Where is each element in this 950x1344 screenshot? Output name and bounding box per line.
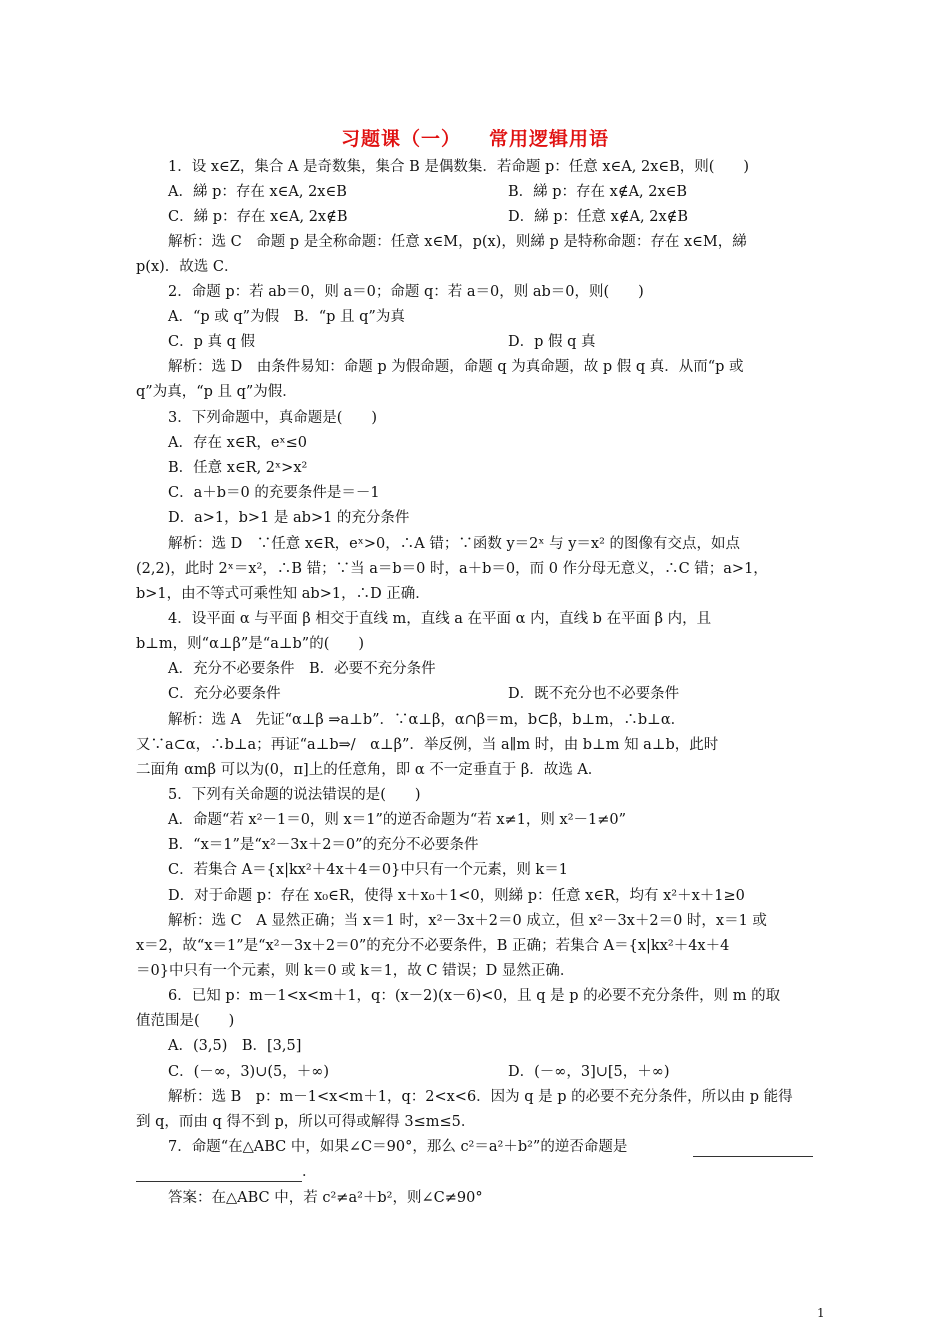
- option-a: A．命题“若 x²－1＝0，则 x＝1”的逆否命题为“若 x≠1，则 x²－1≠0”: [168, 812, 627, 828]
- solution-line: p(x)．故选 C．: [136, 259, 239, 275]
- solution-line: q”为真，“p 且 q”为假．: [136, 384, 297, 400]
- question-4-stem: b⊥m，则“α⊥β”是“a⊥b”的( ): [136, 636, 365, 652]
- option-c: C．(－∞，3)∪(5，＋∞): [168, 1064, 329, 1080]
- option-a: A．存在 x∈R，eˣ≤0: [168, 435, 308, 451]
- answer-line: 答案：在△ABC 中，若 c²≠a²＋b²，则∠C≠90°: [168, 1190, 483, 1206]
- page-title: 习题课（一） 常用逻辑用语: [340, 128, 610, 150]
- question-3-stem: 3．下列命题中，真命题是( ): [168, 410, 378, 426]
- solution-line: 二面角 αmβ 可以为(0，π]上的任意角，即 α 不一定垂直于 β．故选 A．: [136, 762, 603, 778]
- option-b: B．“x＝1”是“x²－3x＋2＝0”的充分不必要条件: [168, 837, 479, 853]
- solution-line: ＝0}中只有一个元素，则 k＝0 或 k＝1，故 C 错误；D 显然正确．: [136, 963, 575, 979]
- solution-line: (2,2)，此时 2ˣ＝x²，∴B 错；∵当 a＝b＝0 时，a＋b＝0，而 0 作分母无意义，∴C 错；a>1，: [136, 561, 768, 577]
- option-ab: A．(3,5) B．[3,5]: [168, 1038, 302, 1054]
- option-ab: A．“p 或 q”为假 B．“p 且 q”为真: [168, 309, 405, 325]
- solution-line: 解析：选 B p：m－1<x<m＋1，q：2<x<6．因为 q 是 p 的必要不充分条件，所以由 p 能得: [168, 1089, 793, 1105]
- solution-line: 解析：选 C A 显然正确；当 x＝1 时，x²－3x＋2＝0 成立，但 x²－3x＋2＝0 时，x＝1 或: [168, 913, 767, 929]
- option-d: D．a>1，b>1 是 ab>1 的充分条件: [168, 510, 410, 526]
- solution-line: 解析：选 A 先证“α⊥β ⇒a⊥b”．∵α⊥β，α∩β＝m，b⊂β，b⊥m，∴b⊥α．: [168, 712, 686, 728]
- question-2-stem: 2．命题 p：若 ab＝0，则 a＝0；命题 q：若 a＝0，则 ab＝0，则( ): [168, 284, 644, 300]
- option-c: C．充分必要条件: [168, 686, 281, 702]
- question-5-stem: 5．下列有关命题的说法错误的是( ): [168, 787, 421, 803]
- solution-line: 解析：选 C 命题 p 是全称命题：任意 x∈M，p(x)，则綈 p 是特称命题：存在 x∈M，綈: [168, 234, 747, 250]
- option-d: D．綈 p：任意 x∉A, 2x∉B: [508, 209, 689, 225]
- question-7-stem: 7．命题“在△ABC 中，如果∠C＝90°，那么 c²＝a²＋b²”的逆否命题是: [168, 1139, 628, 1155]
- answer-blank: [693, 1156, 813, 1157]
- solution-line: 解析：选 D 由条件易知：命题 p 为假命题，命题 q 为真命题，故 p 假 q 真．从而“p 或: [168, 359, 744, 375]
- answer-blank: [136, 1181, 302, 1182]
- option-a: A．綈 p：存在 x∈A, 2x∈B: [168, 184, 347, 200]
- solution-line: 到 q，而由 q 得不到 p，所以可得或解得 3≤m≤5．: [136, 1114, 476, 1130]
- question-1-stem: 1．设 x∈Z，集合 A 是奇数集，集合 B 是偶数集．若命题 p：任意 x∈A, 2x∈B，则( ): [168, 159, 750, 175]
- option-c: C．p 真 q 假: [168, 334, 255, 350]
- option-ab: A．充分不必要条件 B．必要不充分条件: [168, 661, 436, 677]
- question-6-stem: 6．已知 p：m－1<x<m＋1，q：(x－2)(x－6)<0，且 q 是 p 的必要不充分条件，则 m 的取: [168, 988, 781, 1004]
- question-6-stem: 值范围是( ): [136, 1013, 235, 1029]
- option-b: B．綈 p：存在 x∉A, 2x∈B: [508, 184, 688, 200]
- solution-line: b>1，由不等式可乘性知 ab>1，∴D 正确．: [136, 586, 430, 602]
- option-c: C．綈 p：存在 x∈A, 2x∉B: [168, 209, 348, 225]
- option-b: B．任意 x∈R, 2ˣ>x²: [168, 460, 308, 476]
- option-d: D．既不充分也不必要条件: [508, 686, 680, 702]
- option-c: C．a＋b＝0 的充要条件是＝－1: [168, 485, 380, 501]
- page-number: 1: [817, 1306, 825, 1320]
- blank-end-period: ．: [302, 1164, 317, 1180]
- question-4-stem: 4．设平面 α 与平面 β 相交于直线 m，直线 a 在平面 α 内，直线 b 在平面 β 内，且: [168, 611, 712, 627]
- option-c: C．若集合 A＝{x|kx²＋4x＋4＝0}中只有一个元素，则 k＝1: [168, 862, 568, 878]
- solution-line: 又∵a⊂α，∴b⊥a；再证“a⊥b⇒/ α⊥β”．举反例，当 a∥m 时，由 b⊥m 知 a⊥b，此时: [136, 737, 719, 753]
- option-d: D．(－∞，3]∪[5，＋∞): [508, 1064, 670, 1080]
- option-d: D．对于命题 p：存在 x₀∈R，使得 x＋x₀＋1<0，则綈 p：任意 x∈R，均有 x²＋x＋1≥0: [168, 888, 745, 904]
- option-d: D．p 假 q 真: [508, 334, 596, 350]
- solution-line: 解析：选 D ∵任意 x∈R，eˣ>0，∴A 错；∵函数 y＝2ˣ 与 y＝x² 的图像有交点，如点: [168, 536, 741, 552]
- solution-line: x＝2，故“x＝1”是“x²－3x＋2＝0”的充分不必要条件，B 正确；若集合 A＝{x|kx²＋4x＋4: [136, 938, 730, 954]
